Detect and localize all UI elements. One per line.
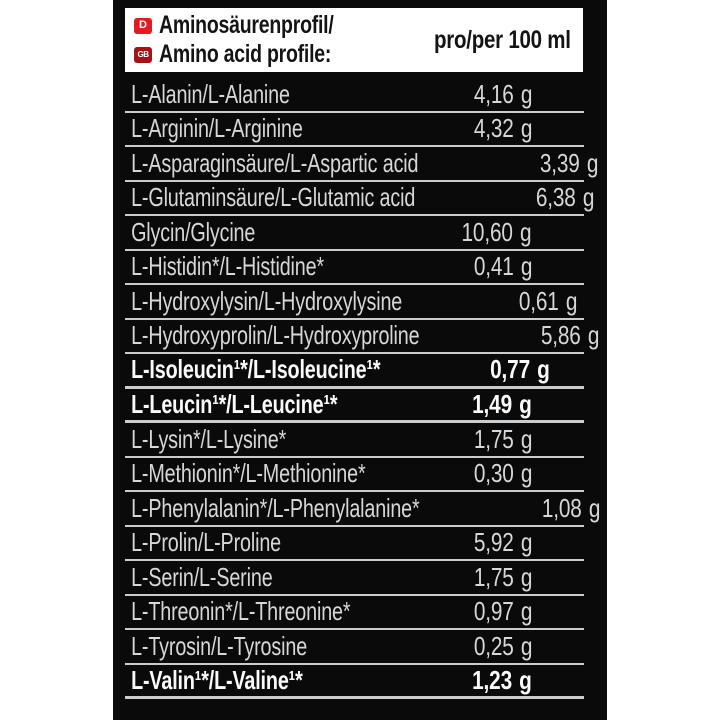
amino-value-group <box>524 182 594 213</box>
amino-unit: g <box>520 423 532 454</box>
amino-value-group <box>461 665 532 696</box>
amino-value: 0,41 <box>473 251 514 282</box>
amino-name: L-Hydroxyprolin/L-Hydroxyproline <box>131 320 420 351</box>
table-row <box>125 630 584 665</box>
amino-name: L-Hydroxylysin/L-Hydroxylysine <box>131 285 403 316</box>
header-titles <box>159 11 383 69</box>
amino-value: 3,39 <box>539 147 580 178</box>
amino-value: 6,38 <box>535 182 576 213</box>
amino-value-group <box>529 148 599 179</box>
amino-name: L-Isoleucin¹*/L-Isoleucine¹* <box>131 354 381 385</box>
amino-value-group <box>462 562 532 593</box>
amino-value: 1,75 <box>473 561 514 592</box>
amino-value-group <box>479 354 550 385</box>
amino-unit: g <box>520 216 532 247</box>
table-row <box>125 320 600 355</box>
table-row <box>125 665 584 700</box>
table-row <box>125 113 584 148</box>
table-row <box>125 78 584 113</box>
amino-value: 0,77 <box>490 354 531 385</box>
amino-name: L-Alanin/L-Alanine <box>131 78 290 109</box>
amino-name: L-Threonin*/L-Threonine* <box>131 596 351 627</box>
amino-unit: g <box>586 147 599 178</box>
amino-unit: g <box>588 492 601 523</box>
amino-unit: g <box>520 113 532 144</box>
amino-name: Glycin/Glycine <box>131 216 256 247</box>
amino-unit: g <box>520 458 532 489</box>
amino-unit: g <box>520 527 532 558</box>
title-german: Aminosäurenprofil/ <box>159 11 334 39</box>
table-header <box>125 8 583 72</box>
amino-unit: g <box>520 630 532 661</box>
table-row <box>125 458 584 493</box>
amino-value: 1,49 <box>472 388 513 419</box>
amino-value-group <box>462 113 532 144</box>
amino-name: L-Methionin*/L-Methionine* <box>131 458 366 489</box>
amino-name: L-Tyrosin/L-Tyrosine <box>131 630 308 661</box>
amino-value: 4,32 <box>473 113 514 144</box>
title-english: Amino acid profile: <box>159 40 332 68</box>
table-row <box>125 389 584 424</box>
amino-value: 1,08 <box>541 492 582 523</box>
amino-value-group <box>462 424 532 455</box>
amino-value-group <box>462 217 532 248</box>
amino-value-group <box>462 527 532 558</box>
amino-acid-table <box>125 78 601 699</box>
amino-unit: g <box>537 354 550 385</box>
amino-name: L-Leucin¹*/L-Leucine¹* <box>131 388 338 419</box>
amino-unit: g <box>582 182 595 213</box>
amino-value-group <box>530 320 600 351</box>
amino-value-group <box>462 79 532 110</box>
amino-name: L-Asparaginsäure/L-Aspartic acid <box>131 147 419 178</box>
amino-unit: g <box>565 285 578 316</box>
amino-unit: g <box>519 664 532 695</box>
amino-name: L-Arginin/L-Arginine <box>131 113 303 144</box>
amino-unit: g <box>520 78 532 109</box>
amino-unit: g <box>520 596 532 627</box>
amino-unit: g <box>588 320 600 351</box>
amino-name: L-Serin/L-Serine <box>131 561 273 592</box>
amino-acid-label-panel <box>113 0 607 720</box>
amino-value-group <box>462 596 532 627</box>
amino-name: L-Histidin*/L-Histidine* <box>131 251 325 282</box>
amino-value-group <box>507 286 577 317</box>
amino-value-group <box>530 493 600 524</box>
amino-name: L-Glutaminsäure/L-Glutamic acid <box>131 182 416 213</box>
amino-name: L-Prolin/L-Proline <box>131 527 282 558</box>
amino-value-group <box>462 631 532 662</box>
flag-gb-badge: GB <box>134 47 152 63</box>
amino-name: L-Valin¹*/L-Valine¹* <box>131 664 303 695</box>
amino-name: L-Lysin*/L-Lysine* <box>131 423 287 454</box>
table-row <box>125 285 584 320</box>
table-row <box>125 561 584 596</box>
amino-value: 1,23 <box>472 664 513 695</box>
amino-name: L-Phenylalanin*/L-Phenylalanine* <box>131 492 420 523</box>
amino-value: 1,75 <box>473 423 514 454</box>
amino-value-group <box>462 458 532 489</box>
flag-d-badge: D <box>134 18 152 34</box>
table-row <box>125 527 584 562</box>
table-row <box>125 492 601 527</box>
amino-value: 5,86 <box>541 320 582 351</box>
table-row <box>125 182 595 217</box>
amino-value: 0,30 <box>473 458 514 489</box>
table-row <box>125 423 584 458</box>
language-flag-badges <box>134 18 152 63</box>
table-row <box>125 251 584 286</box>
amino-value: 10,60 <box>461 216 514 247</box>
amino-unit: g <box>519 388 532 419</box>
amino-value: 0,61 <box>518 285 559 316</box>
table-row <box>125 216 584 251</box>
amino-unit: g <box>520 251 532 282</box>
amino-value-group <box>462 251 532 282</box>
amino-value: 0,97 <box>473 596 514 627</box>
amino-value: 5,92 <box>473 527 514 558</box>
table-row <box>125 354 584 389</box>
amino-value: 4,16 <box>473 78 514 109</box>
header-title-group <box>134 11 383 69</box>
per-serving-label: pro/per 100 ml <box>434 25 571 54</box>
table-row <box>125 147 599 182</box>
amino-value: 0,25 <box>473 630 514 661</box>
table-row <box>125 596 584 631</box>
amino-value-group <box>461 389 532 420</box>
amino-unit: g <box>520 561 532 592</box>
